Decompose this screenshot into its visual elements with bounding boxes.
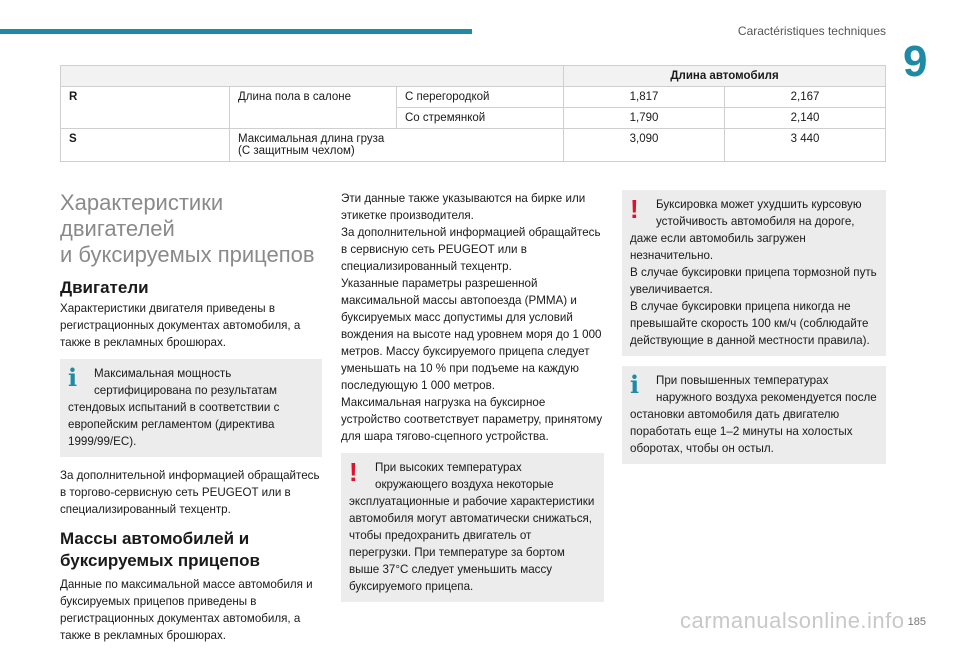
chapter-number: 9 [903,37,928,86]
table-group-header: Длина автомобиля [564,66,886,87]
heading-engines: Двигатели [60,278,149,297]
row-label-line: (С защитным чехлом) [238,145,355,157]
column-right [622,190,886,474]
table-cell-value: 2,140 [725,108,886,129]
running-header: Caractéristiques techniques [737,24,886,38]
warning-box-text: Буксировка может ухудшить курсовую устойчивость автомобиля на дороге, даже если автомобиль загружен незначительно. [630,198,862,262]
warning-box [622,190,886,356]
warning-icon: ! [349,457,358,487]
section-title-line: Характеристики двигателей [60,190,224,241]
paragraph: Максимальная нагрузка на буксирное устройство соответствует параметру, принятому для шара тягово-сцепного устройства. [341,396,603,443]
paragraph: Указанные параметры разрешенной максимальной массы автопоезда (PMMA) и буксируемых масс допустимы для условий вождения на высоте над уровнем моря до 1 000 метров. Массу буксируемого прицепа следует уменьшать на 10 % при подъеме на каждую последующую 1 000 метров. [341,277,602,392]
info-box-text: При повышенных температурах наружного воздуха рекомендуется после остановки автомобиля дать двигателю поработать еще 1–2 минуты на холостых оборотах, чтобы он остыл. [630,374,877,455]
info-box-text: Максимальная мощность сертифицирована по результатам стендовых испытаний в соответствии с европейским регламентом (директива 1999/99/ЕС). [68,367,280,448]
warning-icon: ! [630,194,639,224]
row-sub-label: Со стремянкой [397,108,564,129]
warning-box-text: В случае буксировки прицепа никогда не превышайте скорость 100 км/ч (соблюдайте действующие в данной местности правила). [630,300,870,347]
table-row [61,87,886,108]
info-box [60,359,322,457]
row-label-line: Максимальная длина груза [238,133,385,145]
row-letter: R [61,87,230,129]
watermark: carmanualsonline.info [680,608,905,633]
header-accent-bar [0,29,472,34]
paragraph: Данные по максимальной массе автомобиля и буксируемых прицепов приведены в регистрационных документах автомобиля, а также в рекламных брошюрах. [60,578,313,642]
paragraph: За дополнительной информацией обращайтесь в сервисную сеть PEUGEOT или в специализированный техцентр. [341,226,601,273]
column-middle [341,190,604,612]
table-header-blank [61,66,564,87]
row-letter: S [61,129,230,162]
paragraph: За дополнительной информацией обращайтесь в торгово-сервисную сеть PEUGEOT или в специализированный техцентр. [60,469,320,516]
warning-box-text: В случае буксировки прицепа тормозной путь увеличивается. [630,266,877,296]
table-cell-value: 2,167 [725,87,886,108]
table-header-row [61,66,886,87]
warning-box-text: При высоких температурах окружающего воздуха некоторые эксплуатационные и рабочие характеристики автомобиля могут автоматически снижаться, чтобы предохранить двигатель от перегрузки. При температуре за бортом выше 37°C следует уменьшить массу буксируемого прицепа. [349,461,595,593]
info-icon: i [630,370,640,399]
heading-masses [60,528,322,572]
column-left [60,190,322,652]
heading-line: буксируемых прицепов [60,551,260,570]
row-label [230,129,564,162]
table-cell-value: 1,790 [564,108,725,129]
row-label: Длина пола в салоне [230,87,397,129]
warning-box [341,453,604,602]
paragraph: Характеристики двигателя приведены в регистрационных документах автомобиля, а также в рекламных брошюрах. [60,302,301,349]
table-row [61,129,886,162]
info-icon: i [68,363,78,392]
heading-line: Массы автомобилей и [60,529,250,548]
info-box [622,366,886,464]
paragraph: Эти данные также указываются на бирке или этикетке производителя. [341,192,586,222]
row-sub-label: С перегородкой [397,87,564,108]
table-cell-value: 3,090 [564,129,725,162]
page-number: 185 [907,616,926,628]
section-title-line: и буксируемых прицепов [60,242,315,267]
dimensions-table [60,65,886,162]
table-cell-value: 3 440 [725,129,886,162]
table-cell-value: 1,817 [564,87,725,108]
section-title [60,190,322,268]
